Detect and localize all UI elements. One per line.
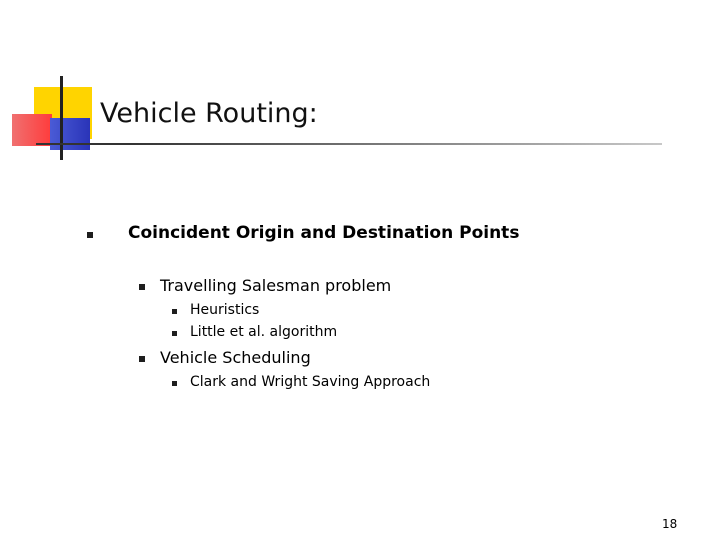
title-underline (36, 143, 662, 145)
bullet-level3-item: Clark and Wright Saving Approach (190, 374, 431, 390)
bullet-level2-item: Vehicle Scheduling (160, 348, 311, 367)
bullet-icon (172, 381, 177, 386)
bullet-icon (172, 309, 177, 314)
bullet-level1-item: Coincident Origin and Destination Points (128, 223, 520, 243)
bullet-icon (172, 331, 177, 336)
bullet-icon (87, 232, 93, 238)
bullet-level3-item: Heuristics (190, 302, 260, 318)
bullet-icon (139, 284, 145, 290)
bullet-icon (139, 356, 145, 362)
bullet-level3-item: Little et al. algorithm (190, 324, 338, 340)
page-number: 18 (662, 517, 678, 531)
logo-red-square (12, 114, 52, 146)
logo-vertical-line (60, 76, 63, 160)
slide-logo-decoration (0, 0, 720, 170)
logo-blue-square (50, 118, 90, 150)
slide-title: Vehicle Routing: (100, 98, 318, 129)
bullet-level2-item: Travelling Salesman problem (160, 276, 392, 295)
